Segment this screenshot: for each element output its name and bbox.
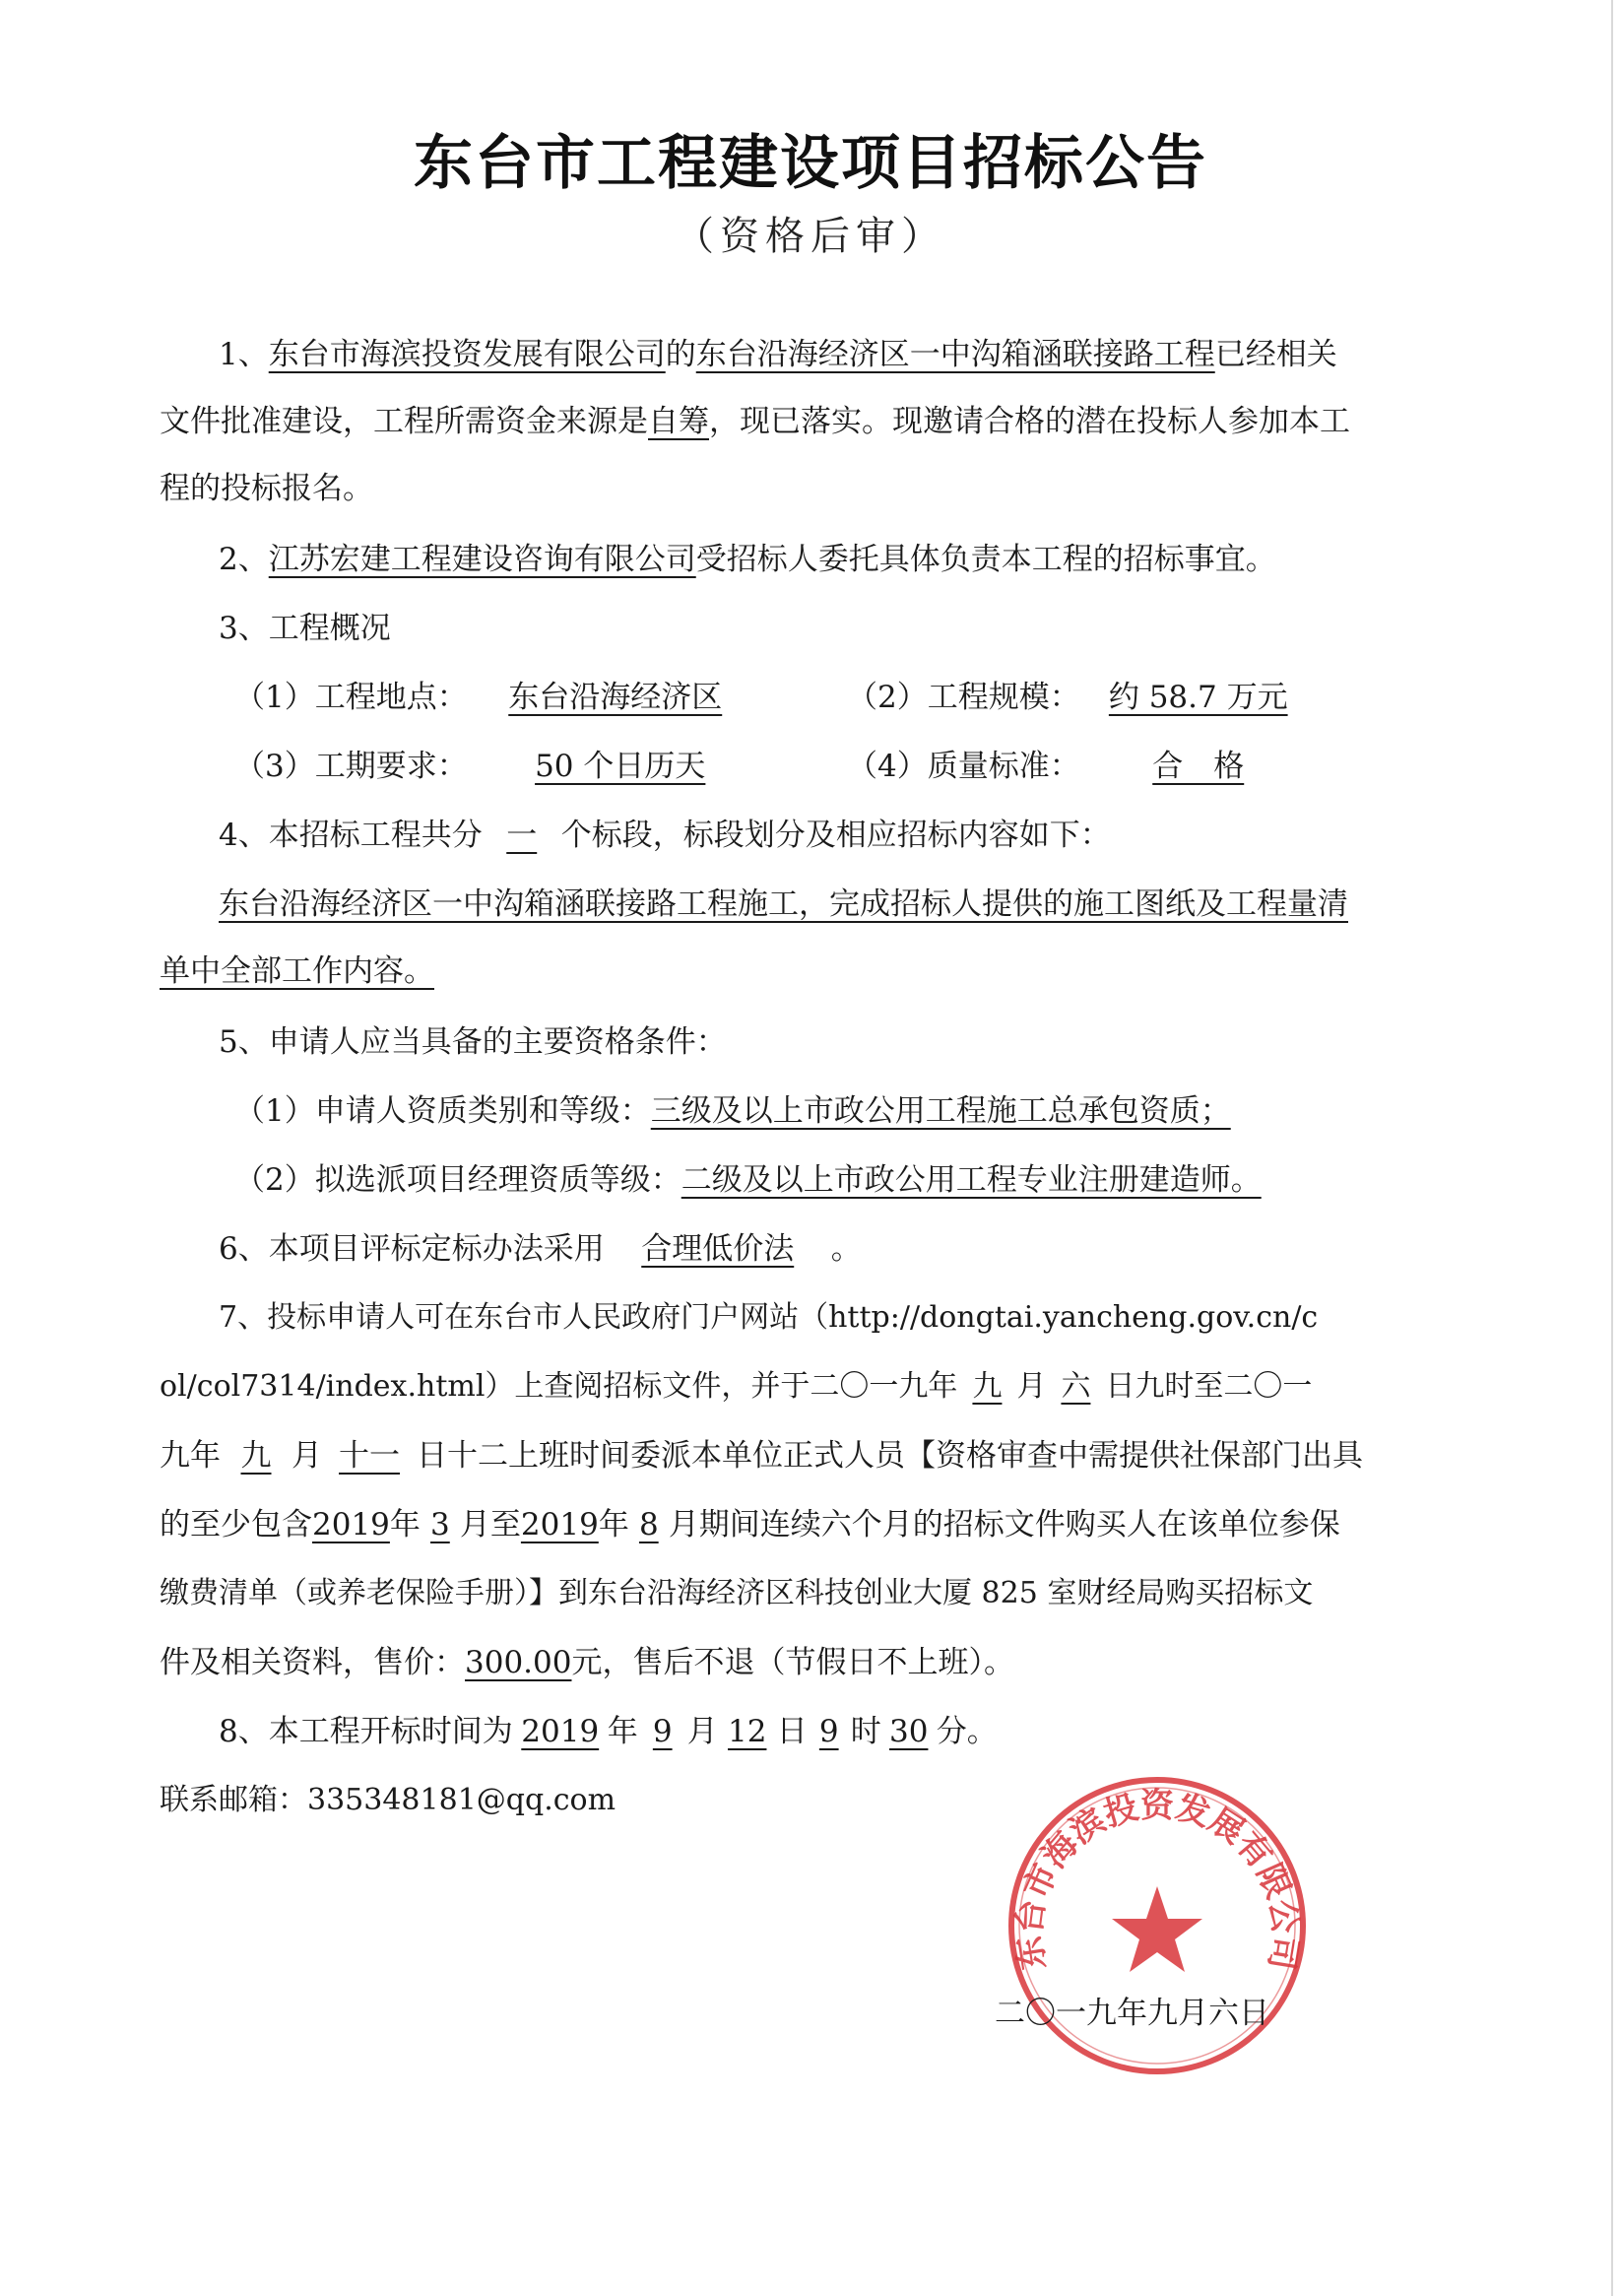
- period-value: 50 个日历天: [535, 749, 706, 784]
- p2-prefix: 2、: [219, 542, 269, 577]
- scale-value: 约 58.7 万元: [1108, 680, 1288, 715]
- start-day: 六: [1061, 1369, 1091, 1404]
- qualification-row-2: [234, 1160, 1262, 1200]
- quality-label: （4）质量标准：: [847, 749, 1080, 784]
- p1-l2a: 文件批准建设，工程所需资金来源是: [160, 404, 648, 439]
- p7-l4b: 年: [389, 1507, 421, 1542]
- p7-line4: [160, 1505, 1340, 1544]
- evaluation-method: 合理低价法: [641, 1231, 795, 1267]
- q2-label: （2）拟选派项目经理资质等级：: [234, 1162, 681, 1198]
- p8-e: 时: [850, 1714, 881, 1749]
- p1-line3: 程的投标报名。: [160, 471, 373, 506]
- p1-line1: [219, 335, 1337, 374]
- p8-b: 年: [607, 1714, 638, 1749]
- p7-l4d: 年: [598, 1507, 629, 1542]
- p7-l2b: 月: [1016, 1369, 1047, 1404]
- opening-hour: 9: [818, 1714, 839, 1749]
- quality-row: [847, 747, 1317, 786]
- p5-heading: 5、申请人应当具备的主要资格条件：: [219, 1024, 727, 1060]
- p4-line1: [219, 816, 1111, 855]
- location-value: 东台沿海经济区: [508, 680, 723, 715]
- fund-source: 自筹: [648, 404, 709, 439]
- p7-line2: [160, 1367, 1312, 1407]
- period-row: [234, 747, 773, 786]
- price-value: 300.00: [465, 1645, 572, 1680]
- scan-edge-line: [1611, 0, 1613, 2296]
- p7-l4c: 月至: [459, 1507, 521, 1542]
- opening-day: 12: [728, 1714, 767, 1749]
- p8-line: [219, 1712, 998, 1751]
- p7-l3b: 月: [292, 1438, 322, 1474]
- period-start-month: 3: [430, 1507, 450, 1542]
- company-seal: [1005, 1773, 1310, 2078]
- p2-rest: 受招标人委托具体负责本工程的招标事宜。: [695, 542, 1276, 577]
- p1-line2: [160, 402, 1350, 441]
- seal-star-icon: [1112, 1886, 1202, 1972]
- p8-f: 分。: [936, 1714, 998, 1749]
- p8-a: 8、本工程开标时间为: [219, 1714, 513, 1749]
- tenderer-name: 东台市海滨投资发展有限公司: [268, 337, 666, 372]
- p7-l6b: 元，售后不退（节假日不上班）。: [571, 1645, 1014, 1680]
- p1-l2b: ，现已落实。现邀请合格的潜在投标人参加本工: [709, 404, 1350, 439]
- p6-line: [219, 1229, 862, 1269]
- location-row: [234, 678, 763, 717]
- qualification-row-1: [234, 1091, 1231, 1131]
- agent-name: 江苏宏建工程建设咨询有限公司: [268, 542, 696, 577]
- scale-label: （2）工程规模：: [847, 680, 1080, 715]
- start-month: 九: [972, 1369, 1003, 1404]
- p7-line6: [160, 1643, 1014, 1682]
- p7-l3c: 日十二上班时间委派本单位正式人员【资格审查中需提供社保部门出具: [417, 1438, 1363, 1474]
- period-end-year: 2019: [520, 1507, 599, 1542]
- p4-content-line2: 单中全部工作内容。: [160, 953, 434, 989]
- contact-email: 联系邮箱：335348181@qq.com: [160, 1783, 616, 1817]
- p8-c: 月: [686, 1714, 718, 1749]
- location-label: （1）工程地点：: [234, 680, 468, 715]
- end-day: 十一: [339, 1438, 400, 1474]
- opening-month: 9: [652, 1714, 673, 1749]
- section-count: 一: [506, 818, 538, 853]
- p6-b: 。: [830, 1231, 862, 1267]
- q1-value: 三级及以上市政公用工程施工总承包资质；: [650, 1093, 1231, 1129]
- p4-a: 4、本招标工程共分: [219, 818, 483, 853]
- p7-line1: 7、投标申请人可在东台市人民政府门户网站（http://dongtai.yancheng.gov.cn/c: [219, 1300, 1319, 1335]
- page-subtitle: （资格后审）: [675, 214, 946, 259]
- p7-l4e: 月期间连续六个月的招标文件购买人在该单位参保: [668, 1507, 1340, 1542]
- scale-row: [847, 678, 1317, 717]
- page-title: 东台市工程建设项目招标公告: [414, 129, 1207, 198]
- p3-heading: 3、工程概况: [219, 611, 391, 646]
- q1-label: （1）申请人资质类别和等级：: [234, 1093, 651, 1129]
- p8-d: 日: [776, 1714, 808, 1749]
- project-name: 东台沿海经济区一中沟箱涵联接路工程: [695, 337, 1215, 372]
- p7-line5: 缴费清单（或养老保险手册）】到东台沿海经济区科技创业大厦 825 室财经局购买招标文: [160, 1576, 1314, 1610]
- p7-l6a: 件及相关资料，售价：: [160, 1645, 465, 1680]
- p1-prefix: 1、: [219, 337, 269, 372]
- p7-l3a: 九年: [160, 1438, 221, 1474]
- q2-value: 二级及以上市政公用工程专业注册建造师。: [681, 1162, 1262, 1198]
- p4-b: 个标段，标段划分及相应招标内容如下：: [560, 818, 1111, 853]
- p7-line3: [160, 1436, 1363, 1476]
- quality-value: 合 格: [1152, 749, 1245, 784]
- period-start-year: 2019: [312, 1507, 390, 1542]
- p7-l2a: ol/col7314/index.html）上查阅招标文件，并于二〇一九年: [160, 1369, 958, 1404]
- period-end-month: 8: [638, 1507, 659, 1542]
- p1-of: 的: [665, 337, 696, 372]
- period-label: （3）工期要求：: [234, 749, 468, 784]
- p7-l4a: 的至少包含: [160, 1507, 312, 1542]
- p6-a: 6、本项目评标定标办法采用: [219, 1231, 605, 1267]
- opening-year: 2019: [521, 1714, 600, 1749]
- p1-tail: 已经相关: [1214, 337, 1337, 372]
- seal-text: 东台市海滨投资发展有限公司: [1009, 1786, 1305, 1973]
- p7-l2c: 日九时至二〇一: [1105, 1369, 1313, 1404]
- p2-line: [219, 540, 1276, 579]
- opening-minute: 30: [889, 1714, 929, 1749]
- end-month: 九: [240, 1438, 272, 1474]
- issue-date: 二〇一九年九月六日: [995, 1996, 1269, 2031]
- p4-content-line1: 东台沿海经济区一中沟箱涵联接路工程施工，完成招标人提供的施工图纸及工程量清: [219, 886, 1348, 922]
